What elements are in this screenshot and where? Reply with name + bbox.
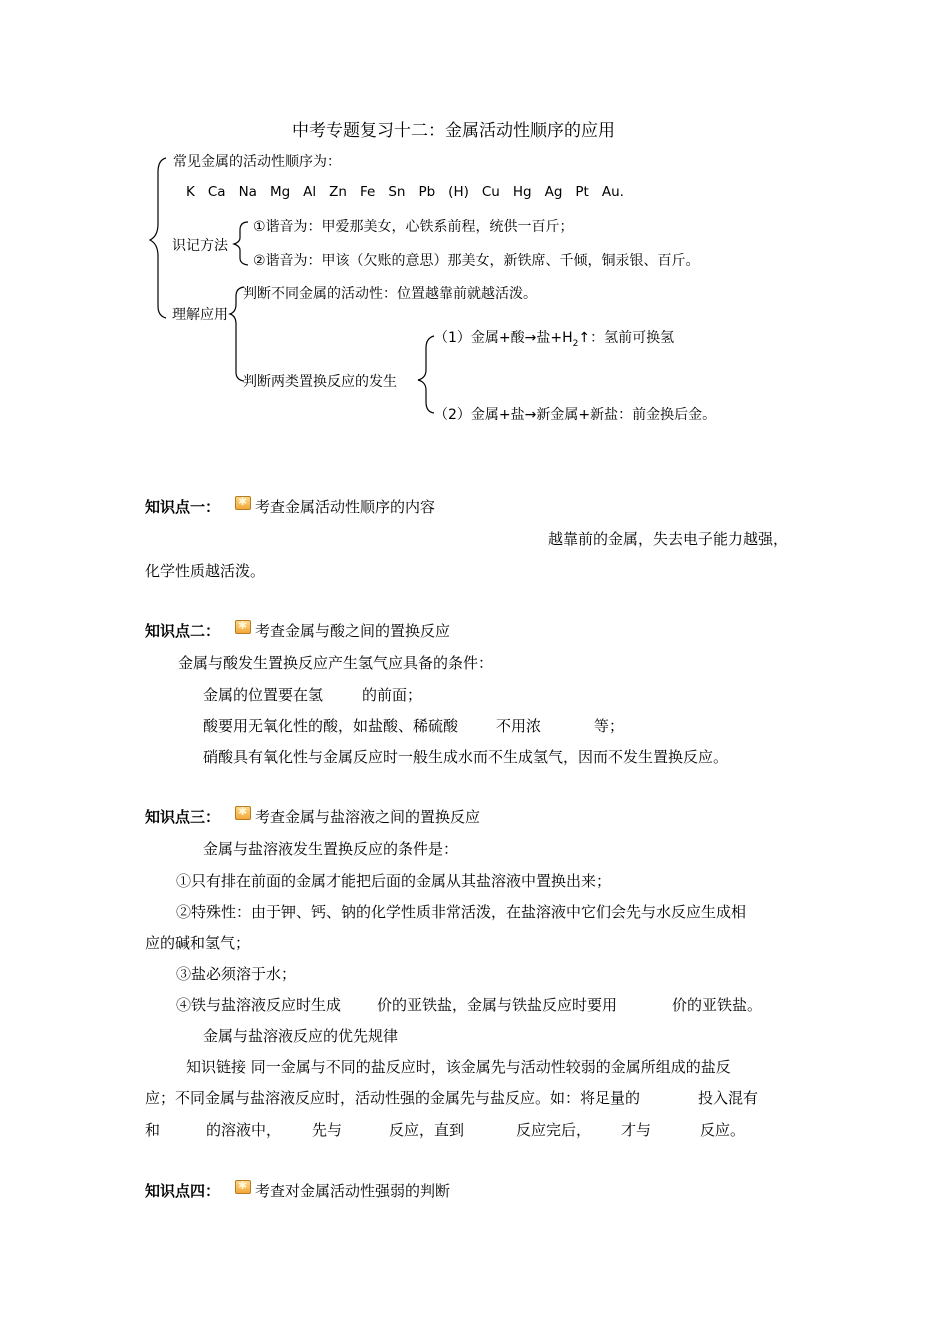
metal: K xyxy=(186,184,195,200)
reaction-brace xyxy=(418,336,434,413)
metal-order-list xyxy=(186,184,637,200)
kp3-line10-part: 先与 xyxy=(312,1121,343,1139)
kp4-heading: 考查对金属活动性强弱的判断 xyxy=(255,1182,451,1200)
metal: Au. xyxy=(601,184,624,200)
kp3-line7: 金属与盐溶液反应的优先规律 xyxy=(203,1027,399,1045)
metal: Sn xyxy=(388,184,406,200)
kp3-line10-part: 反应完后， xyxy=(516,1121,592,1139)
metal: Fe xyxy=(359,184,376,200)
page-title: 中考专题复习十二：金属活动性顺序的应用 xyxy=(292,121,615,141)
metal: Cu xyxy=(481,184,500,200)
kp3-line9a: 应；不同金属与盐溶液反应时，活动性强的金属先与盐反应。如：将足量的 xyxy=(145,1089,641,1107)
metal: (H) xyxy=(448,184,469,200)
kp2-line3c: 等； xyxy=(594,717,625,735)
memory-label: 识记方法 xyxy=(172,238,228,254)
kp3-line4: 应的碱和氢气； xyxy=(145,934,251,952)
kp1-heading: 考查金属活动性顺序的内容 xyxy=(255,498,436,516)
kp3-line6b: 价的亚铁盐，金属与铁盐反应时要用 xyxy=(377,996,618,1014)
kp3-line2: ①只有排在前面的金属才能把后面的金属从其盐溶液中置换出来； xyxy=(176,872,612,890)
kp3-label: 知识点三： xyxy=(145,808,221,826)
kp2-line2: 金属的位置要在氢 xyxy=(203,686,324,704)
folder-icon xyxy=(235,1180,251,1194)
metal: Pt xyxy=(575,184,589,200)
apply-2: 判断两类置换反应的发生 xyxy=(243,374,397,390)
kp3-line6c: 价的亚铁盐。 xyxy=(672,996,763,1014)
kp3-line3: ②特殊性：由于钾、钙、钠的化学性质非常活泼，在盐溶液中它们会先与水反应生成相 xyxy=(176,903,747,921)
metal: Ag xyxy=(544,184,563,200)
metal: Pb xyxy=(418,184,436,200)
kp1-line2: 化学性质越活泼。 xyxy=(145,562,266,580)
folder-icon xyxy=(235,496,251,510)
kp2-label: 知识点二： xyxy=(145,622,221,640)
kp3-line10-part: 反应，直到 xyxy=(389,1121,465,1139)
folder-icon xyxy=(235,620,251,634)
kp3-line1: 金属与盐溶液发生置换反应的条件是： xyxy=(203,840,459,858)
apply-label: 理解应用 xyxy=(172,307,228,323)
order-label: 常见金属的活动性顺序为： xyxy=(173,154,341,170)
memory-brace xyxy=(234,222,248,265)
kp2-line3: 酸要用无氧化性的酸，如盐酸、稀硫酸 xyxy=(203,717,459,735)
kp3-line10-part: 和 xyxy=(145,1121,161,1139)
apply-brace xyxy=(230,287,244,381)
kp2-heading: 考查金属与酸之间的置换反应 xyxy=(255,622,451,640)
kp3-line10-part: 反应。 xyxy=(700,1121,746,1139)
apply-1: 判断不同金属的活动性：位置越靠前就越活泼。 xyxy=(243,286,537,302)
rule-acid: （1）金属+酸→盐$+H_2↑$：氢前可换氢 xyxy=(434,330,675,349)
rule-salt: （2）金属+盐→新金属+新盐：前金换后金。 xyxy=(434,407,717,423)
kp2-line1: 金属与酸发生置换反应产生氢气应具备的条件： xyxy=(178,654,494,672)
kp3-heading: 考查金属与盐溶液之间的置换反应 xyxy=(255,808,481,826)
memory-method-2: ②谐音为：甲该（欠账的意思）那美女，新铁席、千倾，铜汞银、百斤。 xyxy=(253,253,700,269)
memory-method-1: ①谐音为：甲爱那美女，心铁系前程，统供一百斤； xyxy=(253,219,574,235)
metal: Na xyxy=(238,184,257,200)
folder-icon xyxy=(235,806,251,820)
metal: Zn xyxy=(329,184,347,200)
kp2-line2b: 的前面； xyxy=(362,686,423,704)
metal: Hg xyxy=(512,184,532,200)
main-brace xyxy=(150,158,166,318)
kp2-line4: 硝酸具有氧化性与金属反应时一般生成水而不生成氢气，因而不发生置换反应。 xyxy=(203,748,729,766)
kp3-line6a: ④铁与盐溶液反应时生成 xyxy=(176,996,342,1014)
kp3-line8: 知识链接 同一金属与不同的盐反应时，该金属先与活动性较弱的金属所组成的盐反 xyxy=(186,1058,731,1076)
kp3-line10-part: 才与 xyxy=(621,1121,652,1139)
kp3-line5: ③盐必须溶于水； xyxy=(176,965,297,983)
kp1-label: 知识点一： xyxy=(145,498,221,516)
kp4-label: 知识点四： xyxy=(145,1182,221,1200)
metal: Mg xyxy=(269,184,291,200)
kp2-line3b: 不用浓 xyxy=(496,717,542,735)
kp3-line10-part: 的溶液中， xyxy=(206,1121,282,1139)
kp1-line1: 越靠前的金属，失去电子能力越强， xyxy=(548,530,789,548)
metal: Ca xyxy=(207,184,226,200)
kp3-line9b: 投入混有 xyxy=(698,1089,759,1107)
metal: Al xyxy=(303,184,317,200)
